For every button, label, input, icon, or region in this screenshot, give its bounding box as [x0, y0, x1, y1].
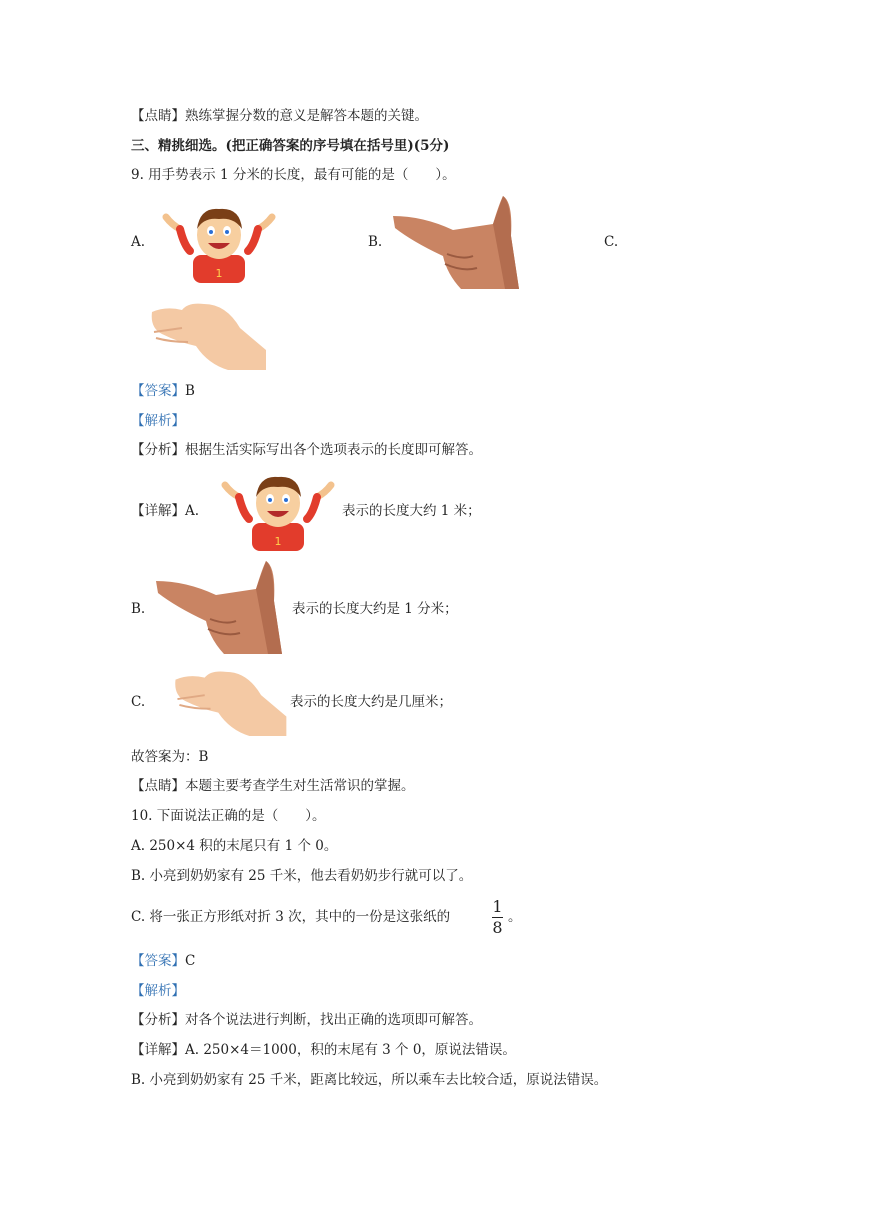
hand-pinch-decimeter-image	[393, 196, 528, 289]
q9-fenxi: 【分析】根据生活实际写出各个选项表示的长度即可解答。	[131, 442, 482, 458]
svg-text:1: 1	[215, 267, 223, 280]
fraction-denominator: 8	[492, 918, 503, 937]
q9-xiangjie-c-label: C.	[131, 694, 146, 710]
q9-option-c-label: C.	[604, 234, 619, 250]
q10-answer: 【答案】C	[131, 953, 196, 969]
q9-xiangjie-a-label: 【详解】A.	[131, 503, 200, 519]
q9-xiangjie-b-label: B.	[131, 601, 146, 617]
dianjing-previous: 【点睛】熟练掌握分数的意义是解答本题的关键。	[131, 108, 428, 124]
q9-answer: 【答案】B	[131, 383, 195, 399]
svg-text:1: 1	[274, 535, 282, 548]
boy-arms-open-image	[160, 199, 278, 283]
fraction-one-eighth	[492, 897, 503, 938]
q10-xiangjie: 【详解】A. 250×4＝1000，积的末尾有 3 个 0，原说法错误。	[131, 1042, 516, 1058]
q9-dianjing: 【点睛】本题主要考查学生对生活常识的掌握。	[131, 778, 415, 794]
section-heading: 三、精挑细选。(把正确答案的序号填在括号里)(5分)	[131, 138, 450, 154]
q10-option-c: C. 将一张正方形纸对折 3 次，其中的一份是这张纸的	[131, 909, 451, 925]
q9-option-b-label: B.	[368, 234, 383, 250]
q10-b-explanation: B. 小亮到奶奶家有 25 千米，距离比较远，所以乘车去比较合适，原说法错误。	[131, 1072, 608, 1088]
q10-jiexi: 【解析】	[131, 983, 185, 999]
q9-conclusion: 故答案为：B	[131, 749, 209, 765]
q9-xiangjie-b-text: 表示的长度大约是 1 分米；	[292, 601, 458, 617]
q9-stem: 9. 用手势表示 1 分米的长度，最有可能的是（ ）。	[131, 167, 456, 183]
q9-xiangjie-a-text: 表示的长度大约 1 米；	[342, 503, 481, 519]
fraction-numerator: 1	[492, 897, 503, 916]
q10-option-c-end: 。	[508, 909, 522, 925]
hand-small-pinch-image	[148, 298, 266, 370]
q10-option-a: A. 250×4 积的末尾只有 1 个 0。	[131, 838, 338, 854]
q9-option-a-label: A.	[131, 234, 146, 250]
q9-xiangjie-c-text: 表示的长度大约是几厘米；	[290, 694, 452, 710]
q10-fenxi: 【分析】对各个说法进行判断，找出正确的选项即可解答。	[131, 1012, 482, 1028]
hand-small-pinch-image-detail	[170, 666, 288, 736]
q10-option-b: B. 小亮到奶奶家有 25 千米，他去看奶奶步行就可以了。	[131, 868, 473, 884]
hand-pinch-decimeter-image-detail	[156, 561, 291, 654]
q9-jiexi: 【解析】	[131, 413, 185, 429]
boy-arms-open-image-detail	[218, 467, 338, 551]
q10-stem: 10. 下面说法正确的是（ ）。	[131, 808, 326, 824]
